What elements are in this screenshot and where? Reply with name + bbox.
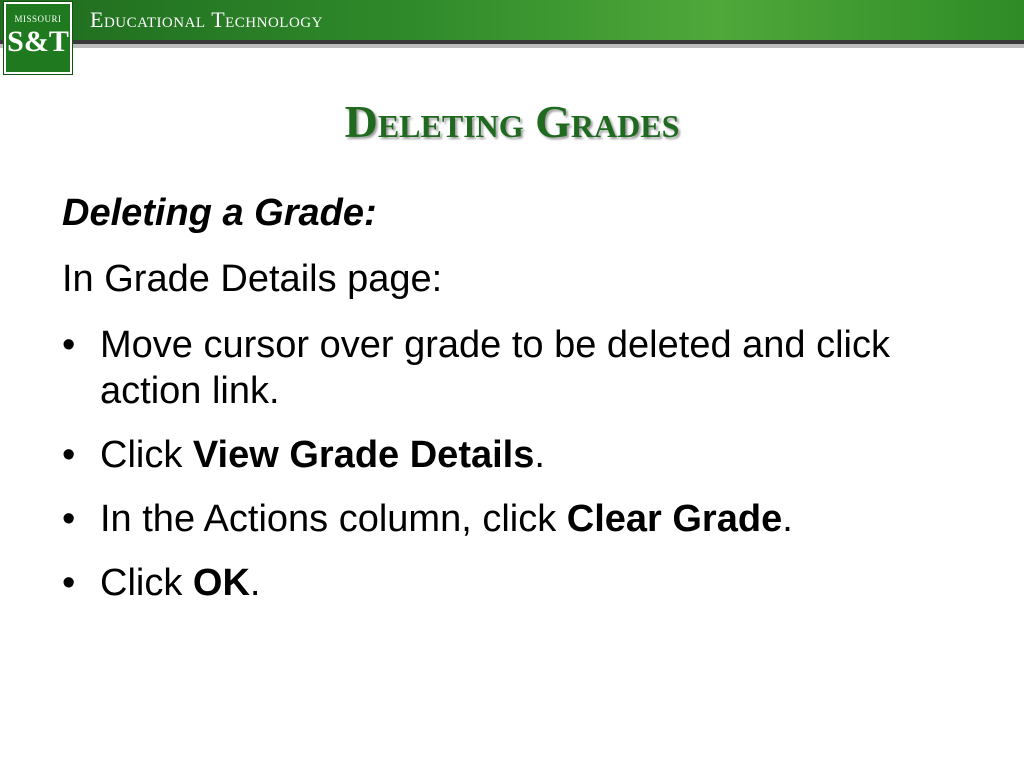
bullet-text-after: .	[534, 434, 545, 476]
section-subheading: Deleting a Grade:	[62, 192, 377, 234]
bullet-item	[62, 560, 962, 606]
bullet-text-after: .	[249, 562, 261, 604]
bullet-icon: •	[62, 434, 76, 476]
banner-divider-gray	[0, 44, 1024, 48]
bullet-item	[62, 432, 962, 478]
university-logo	[4, 2, 72, 74]
intro-text: In Grade Details page:	[62, 258, 443, 300]
bullet-icon: •	[62, 324, 76, 366]
slide-title: Deleting Grades	[344, 96, 680, 147]
bullet-bold-text: Clear Grade	[566, 498, 783, 540]
bullet-text: Move cursor over grade to be deleted and click action link.	[100, 324, 890, 412]
bullet-icon: •	[62, 498, 76, 540]
bullet-item	[62, 322, 962, 414]
bullet-bold-text: OK	[192, 562, 250, 604]
banner-title: Educational Technology	[90, 7, 323, 32]
bullet-text-after: .	[782, 498, 793, 540]
bullet-text-before: Click	[100, 434, 193, 476]
logo-top-text: MISSOURI	[14, 14, 62, 24]
bullet-icon: •	[62, 562, 76, 604]
bullet-list	[62, 322, 962, 606]
bullet-text-before: In the Actions column, click	[100, 498, 567, 540]
bullet-item	[62, 496, 962, 542]
bullet-bold-text: View Grade Details	[192, 434, 535, 476]
slide-content	[62, 190, 962, 624]
logo-main-text: S&T	[7, 25, 69, 58]
header-banner	[0, 0, 1024, 40]
bullet-text-before: Click	[100, 562, 193, 604]
